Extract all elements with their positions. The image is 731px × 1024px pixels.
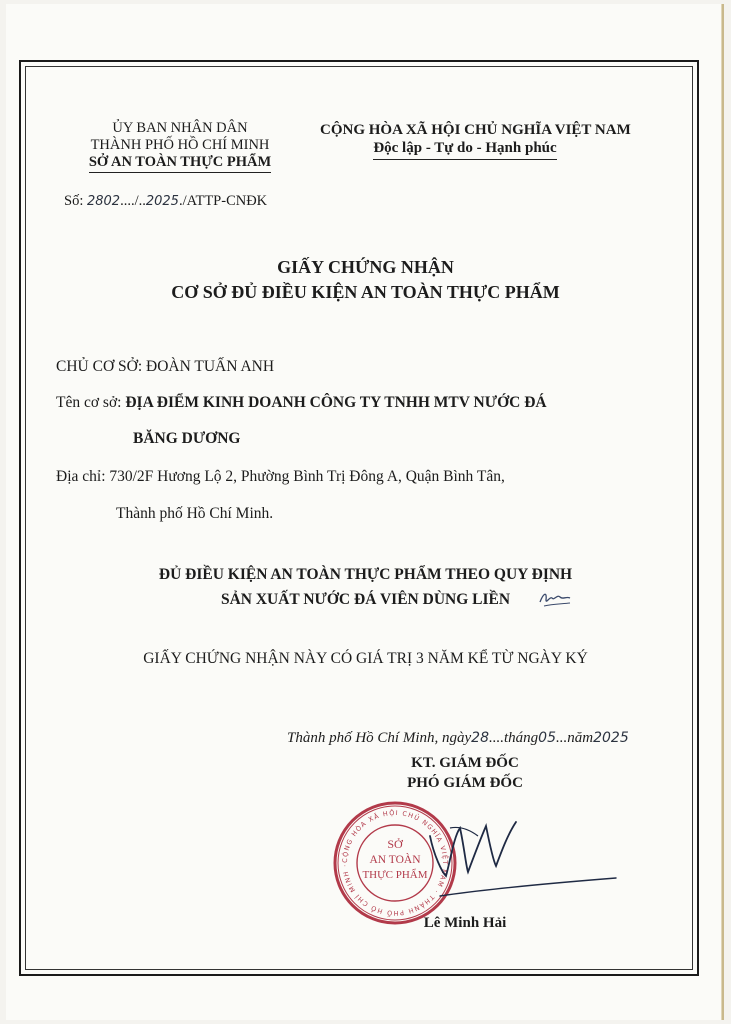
authority-line2: THÀNH PHỐ HỒ CHÍ MINH bbox=[90, 137, 270, 153]
address-label: Địa chỉ: bbox=[56, 468, 106, 485]
national-motto bbox=[320, 121, 631, 160]
validity-statement: GIẤY CHỨNG NHẬN NÀY CÓ GIÁ TRỊ 3 NĂM KỂ TỪ NGÀY KÝ bbox=[143, 650, 588, 667]
condition-line2: SẢN XUẤT NƯỚC ĐÁ VIÊN DÙNG LIỀN bbox=[220, 591, 511, 608]
facility-row bbox=[56, 394, 547, 412]
signature bbox=[420, 806, 620, 906]
facility-value-line2: BĂNG DƯƠNG bbox=[133, 430, 241, 447]
owner-value: ĐOÀN TUẤN ANH bbox=[146, 358, 275, 375]
address-row bbox=[56, 468, 505, 486]
initials-mark bbox=[538, 588, 572, 610]
signer-name: Lê Minh Hải bbox=[423, 915, 507, 931]
motto-line2: Độc lập - Tự do - Hạnh phúc bbox=[373, 139, 556, 160]
owner-label: CHỦ CƠ SỞ: bbox=[56, 358, 143, 375]
doc-number-suffix: /ATTP-CNĐK bbox=[182, 193, 268, 209]
stamp-center2: AN TOÀN bbox=[369, 854, 421, 866]
certificate-title: GIẤY CHỨNG NHẬN bbox=[277, 257, 454, 277]
stamp-center3: THỰC PHẨM bbox=[362, 869, 428, 881]
issue-date: Thành phố Hồ Chí Minh, ngày28....tháng05...năm2025 bbox=[287, 730, 629, 746]
facility-value: ĐỊA ĐIỂM KINH DOANH CÔNG TY TNHH MTV NƯỚC ĐÁ bbox=[125, 394, 547, 411]
document-number: Số: 2802..../..2025./ATTP-CNĐK bbox=[64, 193, 268, 209]
motto-line1: CỘNG HÒA XÃ HỘI CHỦ NGHĨA VIỆT NAM bbox=[320, 122, 631, 138]
address-value: 730/2F Hương Lộ 2, Phường Bình Trị Đông A, Quận Bình Tân, bbox=[109, 468, 505, 485]
condition-line1: ĐỦ ĐIỀU KIỆN AN TOÀN THỰC PHẨM THEO QUY ĐỊNH bbox=[158, 566, 573, 583]
date-month: 05 bbox=[538, 730, 556, 746]
doc-number-value: 2802 bbox=[86, 194, 121, 209]
date-year: 2025 bbox=[593, 730, 629, 746]
doc-number-prefix: Số: bbox=[64, 193, 84, 209]
facility-label: Tên cơ sở: bbox=[56, 394, 122, 411]
date-day: 28 bbox=[471, 730, 489, 746]
signer-title2: PHÓ GIÁM ĐỐC bbox=[407, 775, 523, 791]
stamp-center1: SỞ bbox=[387, 837, 403, 851]
authority-line3: SỞ AN TOÀN THỰC PHẨM bbox=[89, 154, 271, 173]
certificate-subtitle: CƠ SỞ ĐỦ ĐIỀU KIỆN AN TOÀN THỰC PHẨM bbox=[171, 282, 560, 302]
owner-row bbox=[56, 358, 274, 376]
issuing-authority bbox=[60, 120, 300, 173]
date-month-label: tháng bbox=[504, 730, 539, 746]
date-year-label: năm bbox=[567, 730, 594, 746]
stamp-ring-text: CỘNG HÒA XÃ HỘI CHỦ NGHĨA VIỆT NAM · THÀNH PHỐ HỒ CHÍ MINH · bbox=[340, 808, 450, 918]
date-place: Thành phố Hồ Chí Minh, ngày bbox=[287, 730, 472, 746]
address-value-line2: Thành phố Hồ Chí Minh. bbox=[116, 505, 274, 522]
authority-line1: ỦY BAN NHÂN DÂN bbox=[112, 120, 248, 136]
doc-number-year: 2025 bbox=[145, 194, 179, 209]
signer-title1: KT. GIÁM ĐỐC bbox=[411, 755, 519, 771]
